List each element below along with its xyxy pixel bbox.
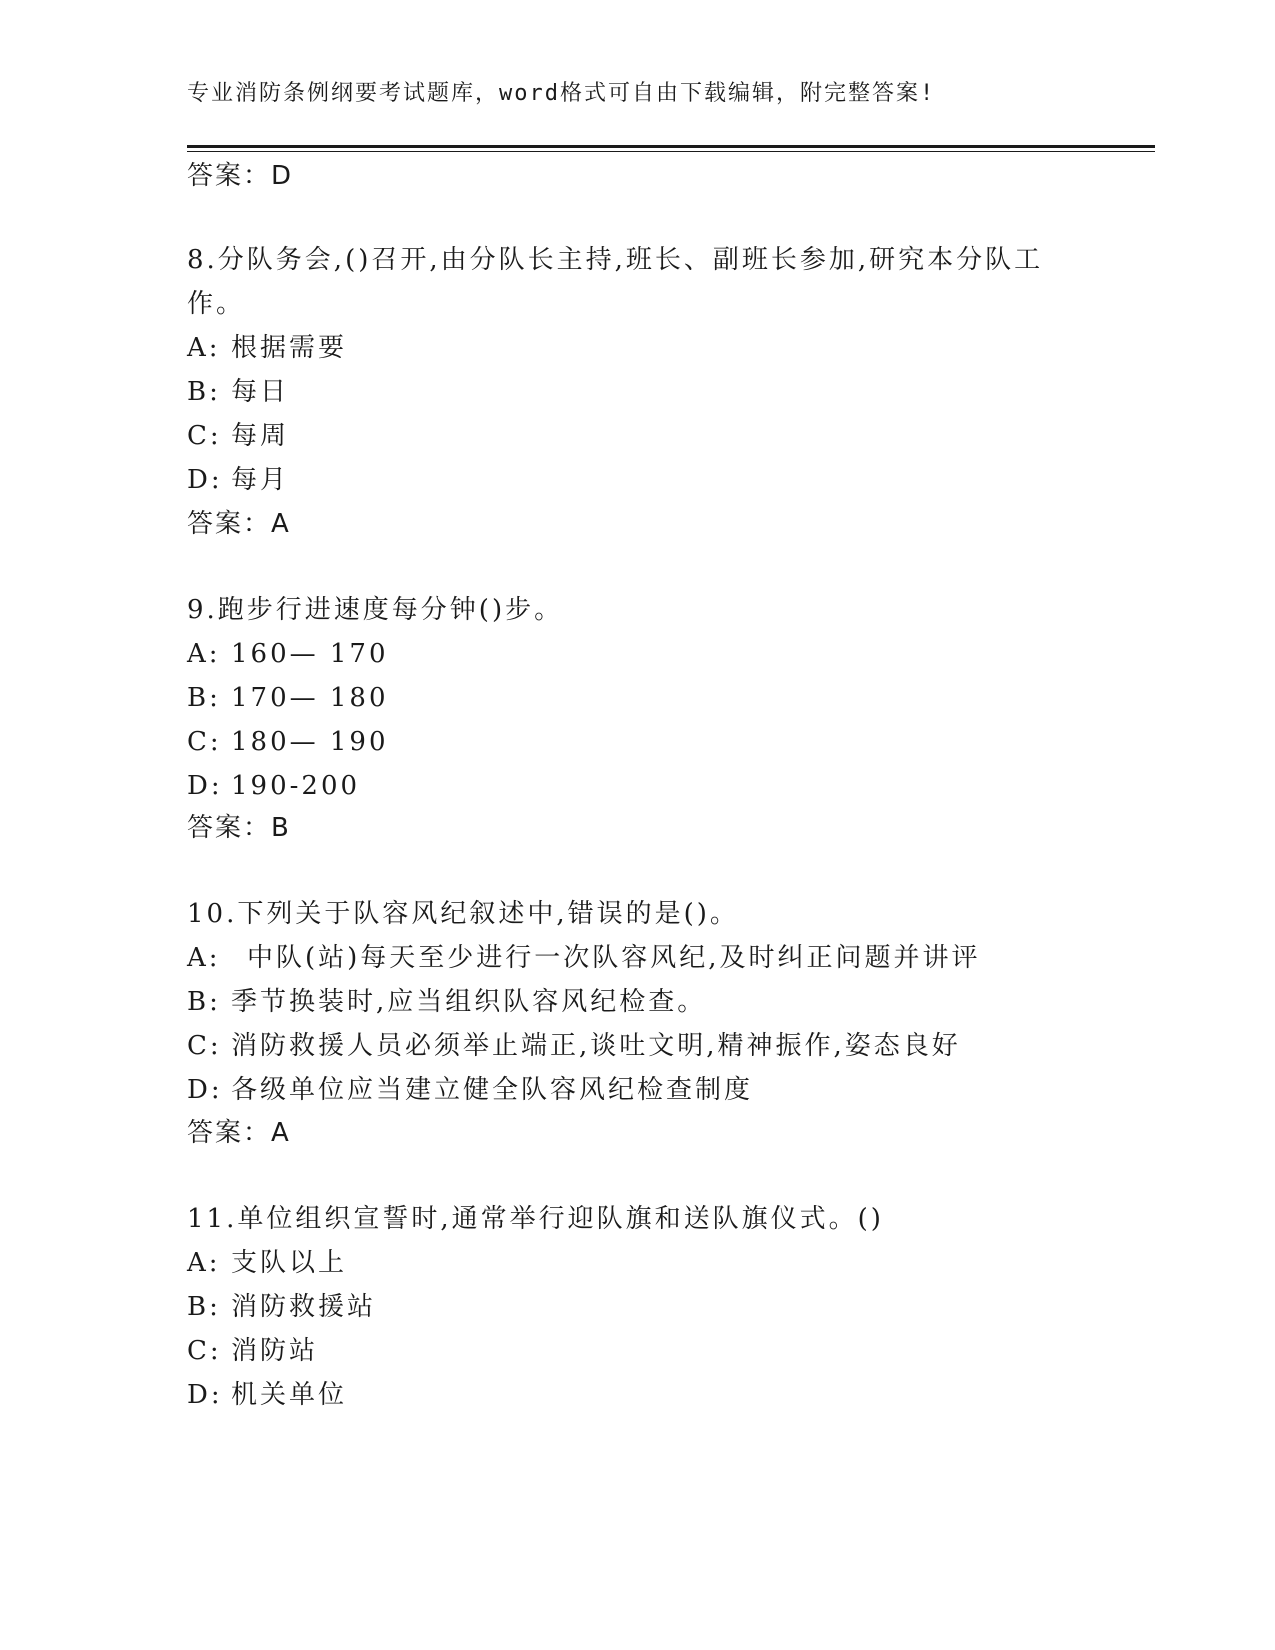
question-11-option-c [187,1335,318,1367]
option-text: 支队以上 [231,1248,348,1278]
question-9-option-b [187,682,389,714]
question-11-option-d [187,1379,347,1411]
question-9-stem: 9.跑步行进速度每分钟()步。 [187,595,564,625]
question-9-option-d [187,770,360,802]
option-label: D: [187,465,223,495]
option-label: D: [187,1075,223,1105]
option-label: C: [187,727,222,757]
previous-answer: 答案：D [187,161,294,191]
question-11-option-a [187,1247,347,1279]
option-label: C: [187,1336,222,1366]
option-label: A: [187,333,221,363]
option-label: D: [187,1380,223,1410]
option-label: A: [187,1248,221,1278]
option-text: 各级单位应当建立健全队容风纪检查制度 [231,1075,754,1105]
option-label: D: [187,771,223,801]
question-10-option-b [187,986,706,1018]
header-divider-thick [187,145,1155,148]
option-text: 消防站 [231,1336,319,1366]
question-9-answer: 答案：B [187,813,291,843]
question-9-option-a [187,638,389,670]
question-11-stem: 11.单位组织宣誓时,通常举行迎队旗和送队旗仪式。() [187,1204,884,1234]
question-8-option-a [187,332,347,364]
question-8-stem-line1: 8.分队务会,()召开,由分队长主持,班长、副班长参加,研究本分队工 [187,245,1044,275]
question-10-option-d [187,1074,753,1106]
question-11-option-b [187,1291,376,1323]
question-8-option-c [187,420,289,452]
question-9-option-c [187,726,389,758]
option-text: 190-200 [231,771,361,801]
option-text: 170— 180 [231,683,389,713]
option-text: 季节换装时,应当组织队容风纪检查。 [231,987,707,1017]
option-text: 每月 [231,465,290,495]
option-label: B: [187,987,221,1017]
option-label: B: [187,377,221,407]
option-text: 每日 [231,377,290,407]
question-10-answer: 答案：A [187,1118,291,1148]
option-text: 机关单位 [231,1380,348,1410]
question-8-stem-line2: 作。 [187,289,246,319]
question-10-stem: 10.下列关于队容风纪叙述中,错误的是()。 [187,899,739,929]
question-10-option-c [187,1030,961,1062]
option-label: C: [187,1031,222,1061]
question-8-option-d [187,464,289,496]
option-label: B: [187,683,221,713]
option-text: 消防救援人员必须举止端正,谈吐文明,精神振作,姿态良好 [231,1031,961,1061]
option-text: 根据需要 [231,333,348,363]
option-text: 160— 170 [231,639,389,669]
option-text: 180— 190 [231,727,389,757]
option-text: 消防救援站 [231,1292,377,1322]
option-label: A: [187,639,221,669]
option-text: 中队(站)每天至少进行一次队容风纪,及时纠正问题并讲评 [247,943,981,973]
header-divider-thin [187,151,1155,152]
question-10-option-a [187,942,981,974]
option-label: B: [187,1292,221,1322]
question-8-option-b [187,376,289,408]
question-8-answer: 答案：A [187,509,291,539]
option-label: C: [187,421,222,451]
page-header: 专业消防条例纲要考试题库，word格式可自由下载编辑，附完整答案! [187,81,936,106]
option-text: 每周 [231,421,290,451]
option-label: A: [187,943,221,973]
